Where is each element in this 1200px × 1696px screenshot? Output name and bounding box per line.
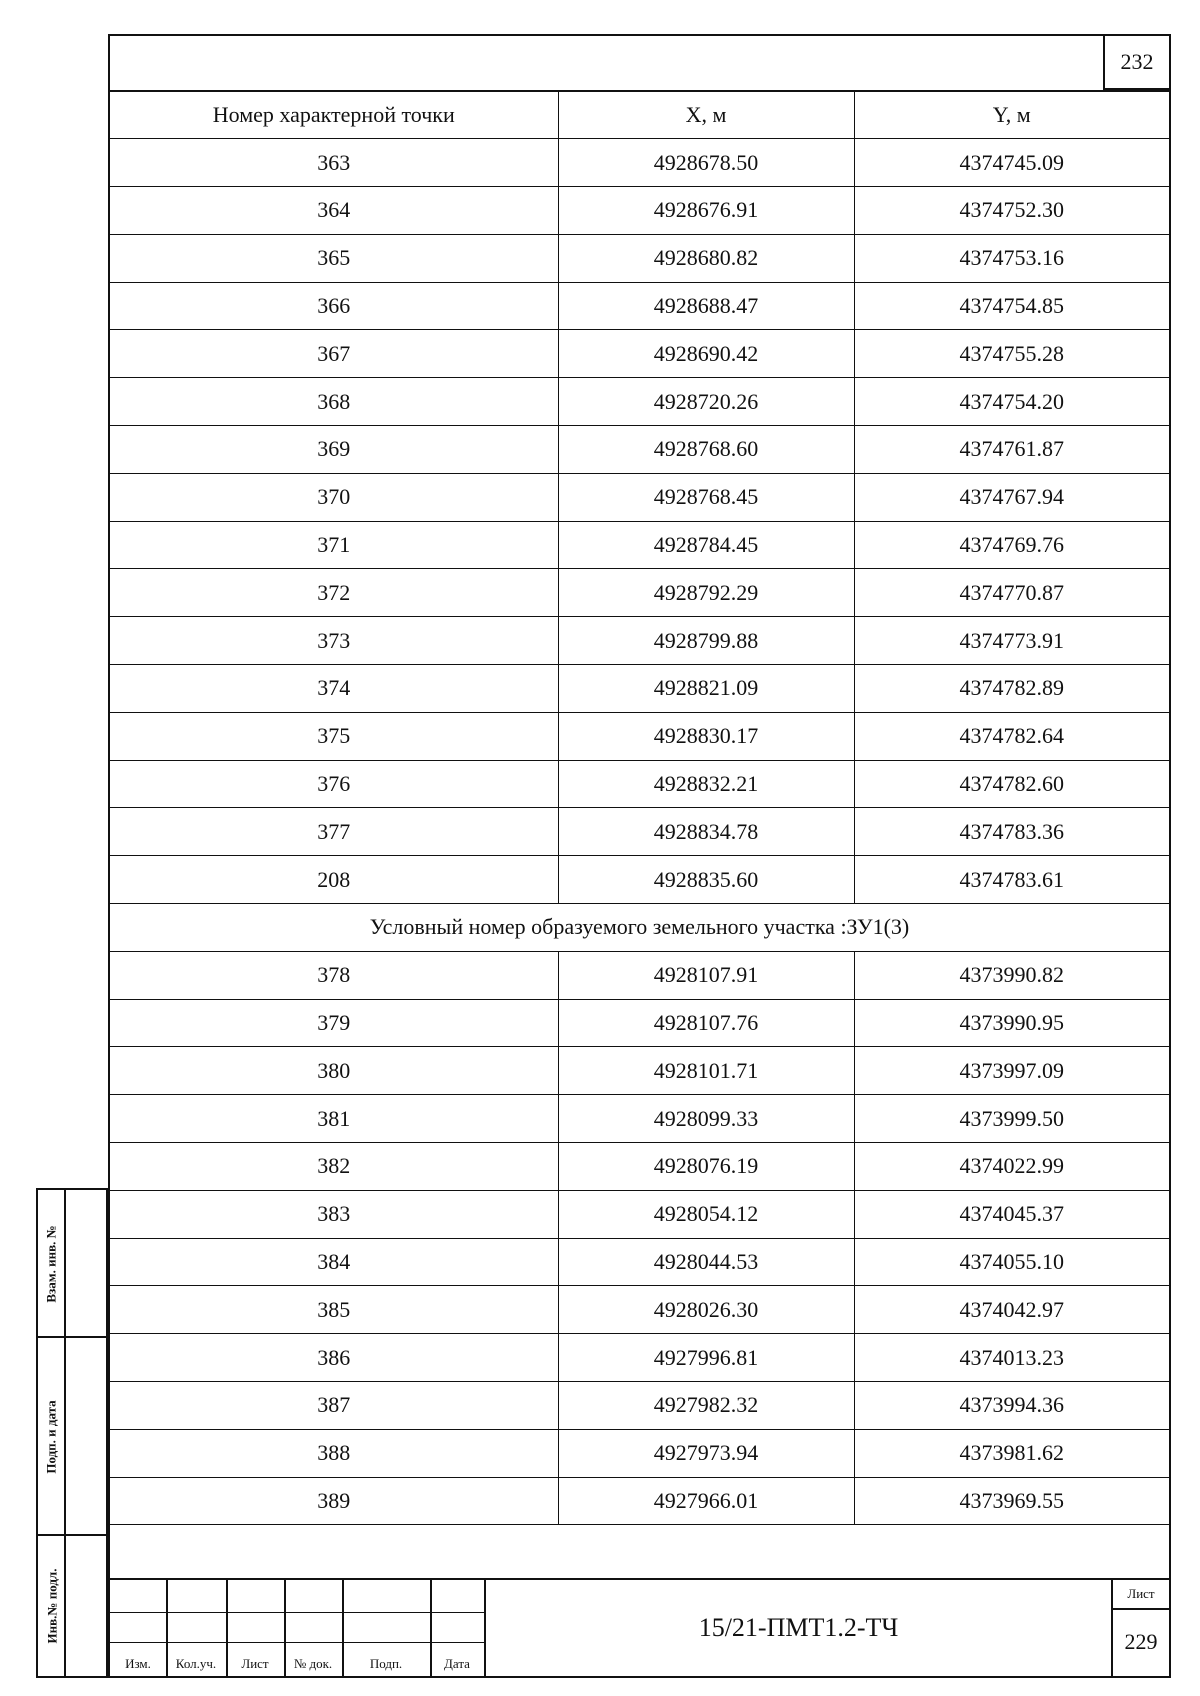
table-row (110, 665, 1169, 713)
point-number: 385 (110, 1286, 558, 1334)
point-number: 376 (110, 760, 558, 808)
point-number: 386 (110, 1334, 558, 1382)
section-row (110, 904, 1169, 952)
y-coordinate: 4374773.91 (854, 617, 1169, 665)
sheet-label: Лист (1113, 1580, 1169, 1610)
table-row (110, 712, 1169, 760)
x-coordinate: 4928690.42 (558, 330, 854, 378)
point-number: 389 (110, 1477, 558, 1525)
y-coordinate: 4374745.09 (854, 139, 1169, 187)
header-x: X, м (558, 91, 854, 139)
x-coordinate: 4928768.60 (558, 426, 854, 474)
table-row (110, 1095, 1169, 1143)
table-row (110, 1286, 1169, 1334)
y-coordinate: 4374783.36 (854, 808, 1169, 856)
point-number: 382 (110, 1143, 558, 1191)
point-number: 380 (110, 1047, 558, 1095)
x-coordinate: 4928835.60 (558, 856, 854, 904)
y-coordinate: 4373990.82 (854, 951, 1169, 999)
y-coordinate: 4374042.97 (854, 1286, 1169, 1334)
x-coordinate: 4928044.53 (558, 1238, 854, 1286)
x-coordinate: 4928792.29 (558, 569, 854, 617)
point-number: 378 (110, 951, 558, 999)
y-coordinate: 4373969.55 (854, 1477, 1169, 1525)
sheet-box (1111, 1580, 1169, 1676)
y-coordinate: 4374783.61 (854, 856, 1169, 904)
point-number: 364 (110, 187, 558, 235)
header-doc-number: № док. (293, 1656, 333, 1671)
y-coordinate: 4374754.20 (854, 378, 1169, 426)
side-stamp (36, 1188, 108, 1678)
coordinates-table (110, 90, 1169, 1525)
x-coordinate: 4928101.71 (558, 1047, 854, 1095)
x-coordinate: 4928054.12 (558, 1190, 854, 1238)
table-row (110, 426, 1169, 474)
table-row (110, 330, 1169, 378)
y-coordinate: 4374752.30 (854, 187, 1169, 235)
y-coordinate: 4374770.87 (854, 569, 1169, 617)
point-number: 363 (110, 139, 558, 187)
point-number: 370 (110, 473, 558, 521)
y-coordinate: 4374769.76 (854, 521, 1169, 569)
y-coordinate: 4373999.50 (854, 1095, 1169, 1143)
table-row (110, 1238, 1169, 1286)
point-number: 384 (110, 1238, 558, 1286)
table-row (110, 1477, 1169, 1525)
x-coordinate: 4927966.01 (558, 1477, 854, 1525)
table-row (110, 1429, 1169, 1477)
x-coordinate: 4928688.47 (558, 282, 854, 330)
header-date: Дата (444, 1656, 470, 1671)
table-row (110, 569, 1169, 617)
sheet-number: 229 (1124, 1629, 1158, 1654)
header-y: Y, м (854, 91, 1169, 139)
point-number: 388 (110, 1429, 558, 1477)
point-number: 373 (110, 617, 558, 665)
table-row (110, 1334, 1169, 1382)
table-row (110, 1382, 1169, 1430)
table-row (110, 951, 1169, 999)
x-coordinate: 4928832.21 (558, 760, 854, 808)
point-number: 367 (110, 330, 558, 378)
header-list: Лист (241, 1656, 269, 1671)
table-row (110, 808, 1169, 856)
y-coordinate: 4373997.09 (854, 1047, 1169, 1095)
y-coordinate: 4374782.89 (854, 665, 1169, 713)
table-row (110, 378, 1169, 426)
table-row (110, 856, 1169, 904)
point-number: 379 (110, 999, 558, 1047)
title-block (110, 1578, 1169, 1676)
x-coordinate: 4928834.78 (558, 808, 854, 856)
y-coordinate: 4374022.99 (854, 1143, 1169, 1191)
document-code: 15/21-ПМТ1.2-ТЧ (484, 1580, 1111, 1676)
point-number: 371 (110, 521, 558, 569)
table-row (110, 234, 1169, 282)
x-coordinate: 4928678.50 (558, 139, 854, 187)
table-row (110, 999, 1169, 1047)
table-row (110, 187, 1169, 235)
x-coordinate: 4928076.19 (558, 1143, 854, 1191)
y-coordinate: 4373994.36 (854, 1382, 1169, 1430)
x-coordinate: 4928026.30 (558, 1286, 854, 1334)
x-coordinate: 4928107.91 (558, 951, 854, 999)
table-row (110, 521, 1169, 569)
table-row (110, 1047, 1169, 1095)
header-point-number: Номер характерной точки (110, 91, 558, 139)
side-label-signature-date: Подп. и дата (44, 1400, 60, 1474)
header-izm: Изм. (125, 1656, 151, 1671)
point-number: 372 (110, 569, 558, 617)
point-number: 381 (110, 1095, 558, 1143)
x-coordinate: 4928720.26 (558, 378, 854, 426)
table-row (110, 617, 1169, 665)
point-number: 375 (110, 712, 558, 760)
y-coordinate: 4374767.94 (854, 473, 1169, 521)
table-row (110, 1190, 1169, 1238)
y-coordinate: 4374013.23 (854, 1334, 1169, 1382)
table-row (110, 282, 1169, 330)
x-coordinate: 4928784.45 (558, 521, 854, 569)
revision-grid (110, 1580, 484, 1676)
y-coordinate: 4374761.87 (854, 426, 1169, 474)
y-coordinate: 4374754.85 (854, 282, 1169, 330)
x-coordinate: 4927982.32 (558, 1382, 854, 1430)
point-number: 368 (110, 378, 558, 426)
x-coordinate: 4928099.33 (558, 1095, 854, 1143)
x-coordinate: 4928768.45 (558, 473, 854, 521)
x-coordinate: 4928676.91 (558, 187, 854, 235)
y-coordinate: 4373990.95 (854, 999, 1169, 1047)
page-number: 232 (1103, 36, 1169, 90)
point-number: 387 (110, 1382, 558, 1430)
x-coordinate: 4928680.82 (558, 234, 854, 282)
point-number: 383 (110, 1190, 558, 1238)
point-number: 365 (110, 234, 558, 282)
y-coordinate: 4373981.62 (854, 1429, 1169, 1477)
table-row (110, 760, 1169, 808)
x-coordinate: 4927973.94 (558, 1429, 854, 1477)
point-number: 366 (110, 282, 558, 330)
table-header-row (110, 91, 1169, 139)
header-signature: Подп. (369, 1656, 403, 1671)
point-number: 208 (110, 856, 558, 904)
y-coordinate: 4374755.28 (854, 330, 1169, 378)
y-coordinate: 4374782.60 (854, 760, 1169, 808)
x-coordinate: 4928107.76 (558, 999, 854, 1047)
x-coordinate: 4928830.17 (558, 712, 854, 760)
table-row (110, 473, 1169, 521)
table-row (110, 1143, 1169, 1191)
table-row (110, 139, 1169, 187)
point-number: 377 (110, 808, 558, 856)
x-coordinate: 4927996.81 (558, 1334, 854, 1382)
section-title: Условный номер образуемого земельного участка :ЗУ1(3) (110, 904, 1169, 952)
x-coordinate: 4928821.09 (558, 665, 854, 713)
x-coordinate: 4928799.88 (558, 617, 854, 665)
y-coordinate: 4374753.16 (854, 234, 1169, 282)
y-coordinate: 4374055.10 (854, 1238, 1169, 1286)
side-label-original-inv: Инв.№ подл. (44, 1568, 60, 1644)
point-number: 374 (110, 665, 558, 713)
side-label-replacement-inv: Взам. инв. № (44, 1225, 60, 1303)
drawing-frame (108, 34, 1171, 1678)
y-coordinate: 4374045.37 (854, 1190, 1169, 1238)
point-number: 369 (110, 426, 558, 474)
y-coordinate: 4374782.64 (854, 712, 1169, 760)
header-kol-uch: Кол.уч. (175, 1656, 217, 1671)
